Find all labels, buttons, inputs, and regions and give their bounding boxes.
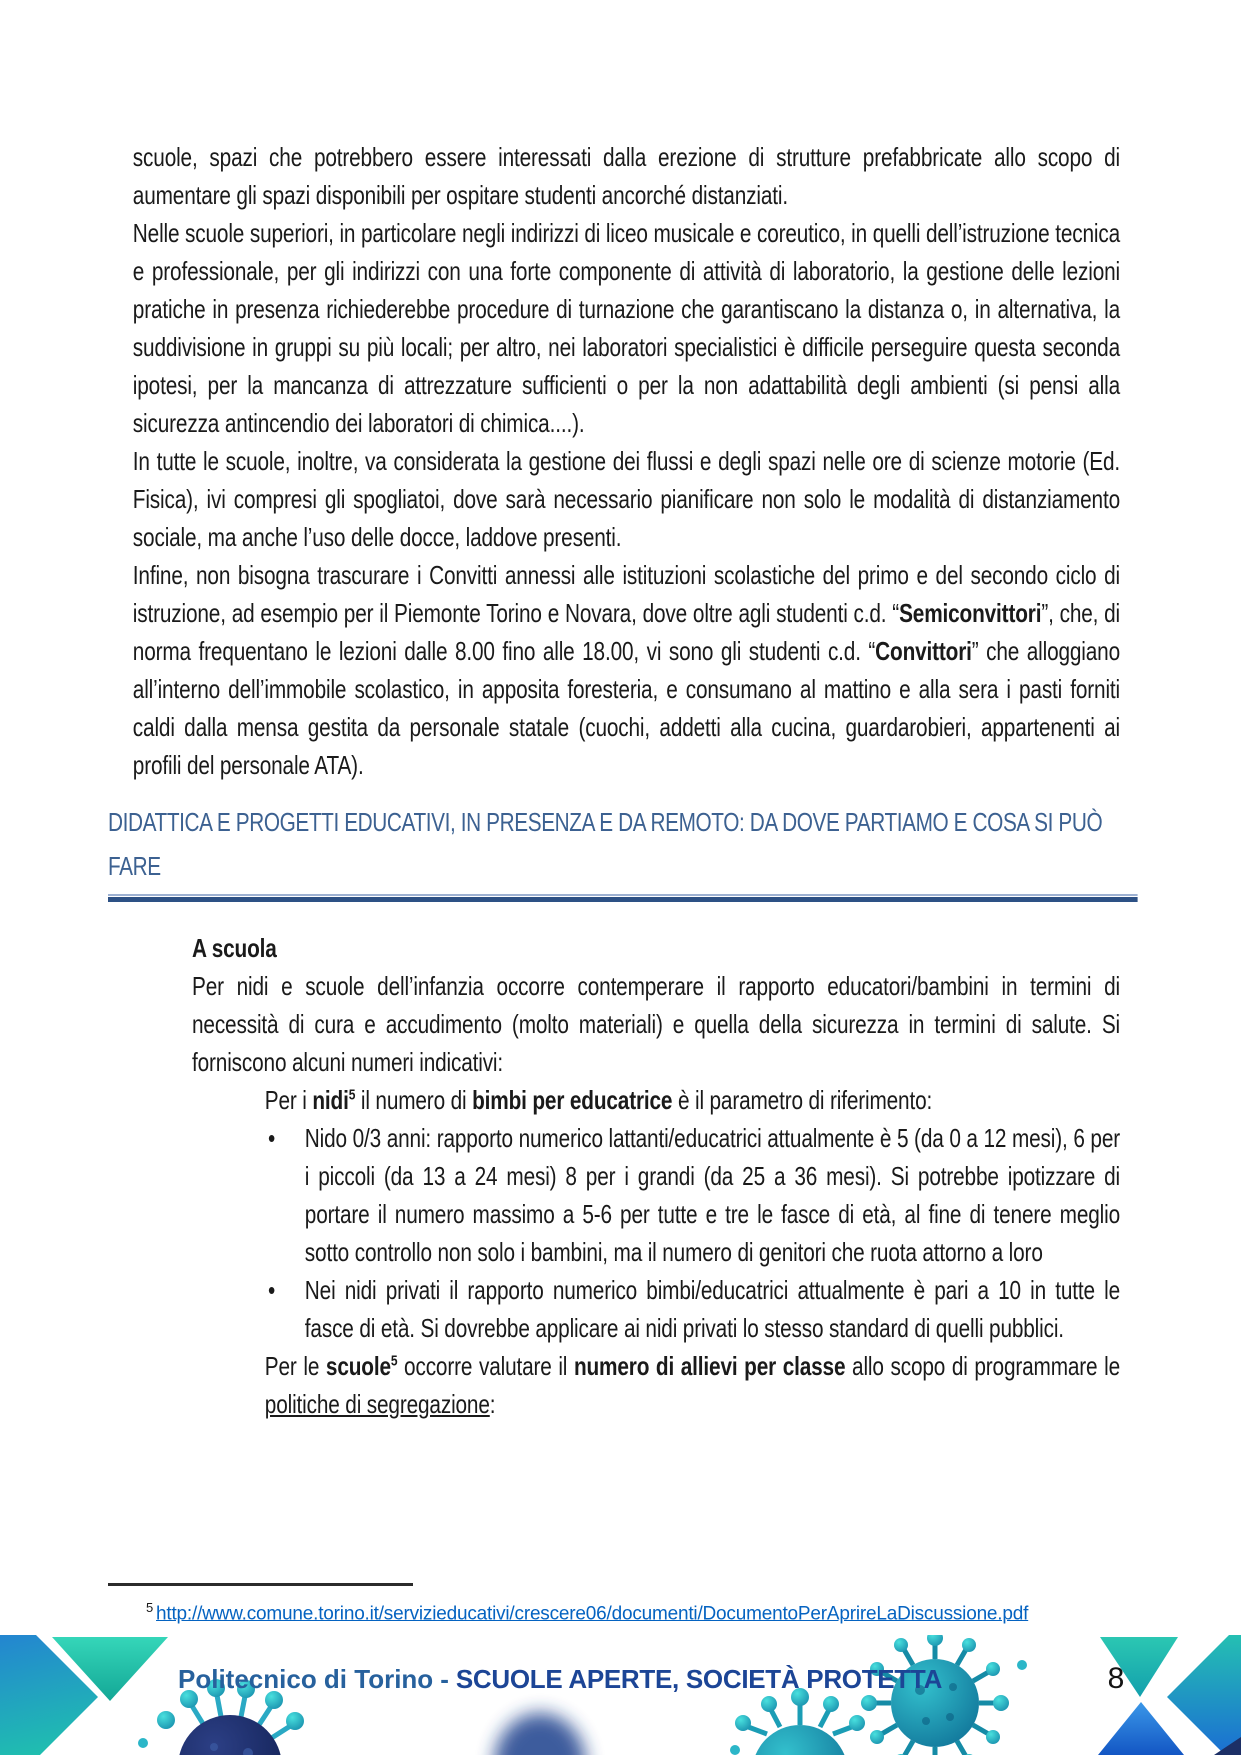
paragraph-run: il numero di bbox=[355, 1085, 473, 1115]
footnote-separator bbox=[108, 1583, 413, 1586]
virus-icon bbox=[861, 1635, 1027, 1755]
bullet-text: Nido 0/3 anni: rapporto numerico lattanti/educatrici attualmente è 5 (da 0 a 12 mesi), 6 per i piccoli (da 13 a 24 mesi) 8 per i grandi (da 25 a 36 mesi). Si potrebbe ipotizzare di portare il numero massimo a 5-6 per tutte e tre le fasce di età, al fine di tenere meglio sotto controllo non solo i bambini, ma il numero di genitori che ruota attorno a loro bbox=[304, 1123, 1120, 1267]
diamond-icon bbox=[1167, 1635, 1241, 1755]
brand-prefix: Politecnico di Torino bbox=[178, 1664, 434, 1694]
paragraph-run: è il parametro di riferimento: bbox=[672, 1085, 933, 1115]
paragraph: In tutte le scuole, inoltre, va considerata la gestione dei flussi e degli spazi nelle ore di scienze motorie (Ed. Fisica), ivi compresi gli spogliatoi, dove sarà necessario pianificare non solo le modalità di distanziamento sociale, ma anche l’uso delle docce, laddove presenti. bbox=[132, 446, 1121, 552]
footnote-marker: 5 bbox=[146, 1600, 154, 1615]
nidi-paragraph bbox=[265, 1081, 1120, 1119]
bullet-list bbox=[108, 1119, 1138, 1347]
bold-run: nidi bbox=[312, 1085, 349, 1115]
paragraph bbox=[133, 556, 1120, 784]
heading-rule bbox=[108, 894, 1138, 902]
paragraph-run: ” che alloggiano all’interno dell’immobile scolastico, in apposita foresteria, e consumano al mattino e alla sera i pasti forniti caldi dalla mensa gestita da personale statale (cuochi, addetti alla cucina, guardarobieri, appartenenti ai profili del personale ATA). bbox=[132, 636, 1121, 780]
content-column bbox=[108, 138, 1138, 1423]
footnote-reference: 5 bbox=[348, 1086, 356, 1104]
triangle-icon bbox=[1098, 1702, 1184, 1755]
heading-rule-light bbox=[108, 894, 1138, 896]
brand-suffix: SCUOLE APERTE, SOCIETÀ PROTETTA bbox=[455, 1664, 943, 1694]
bold-run: numero di allievi per classe bbox=[573, 1351, 846, 1381]
bold-run: bimbi per educatrice bbox=[472, 1085, 673, 1115]
bold-run: Semiconvittori bbox=[899, 598, 1042, 628]
paragraph-run: Per le bbox=[264, 1351, 326, 1381]
paragraph-run: ”, che, di norma frequentano le lezioni dalle 8.00 fino alle 18.00, vi sono gli studenti c.d. “ bbox=[132, 598, 1120, 666]
footer-banner bbox=[0, 1635, 1241, 1755]
bullet-item bbox=[265, 1119, 1120, 1271]
intro-paragraph: Per nidi e scuole dell’infanzia occorre contemperare il rapporto educatori/bambini in termini di necessità di cura e accudimento (molto materiali) e quella della sicurezza in termini di salute. Si forniscono alcuni numeri indicativi: bbox=[192, 971, 1120, 1077]
virus-icon bbox=[730, 1688, 865, 1755]
virus-icon-blurred bbox=[494, 1713, 586, 1755]
bullet-item bbox=[265, 1271, 1120, 1347]
bullet-text: Nei nidi privati il rapporto numerico bimbi/educatrici attualmente è pari a 10 in tutte le fasce di età. Si dovrebbe applicare ai nidi privati lo stesso standard di quelli pubblici. bbox=[304, 1275, 1120, 1343]
footnote-reference: 5 bbox=[390, 1352, 398, 1370]
bold-run: Convittori bbox=[875, 636, 972, 666]
paragraph-run: occorre valutare il bbox=[397, 1351, 574, 1381]
scuole-paragraph bbox=[265, 1347, 1120, 1423]
brand-separator: - bbox=[440, 1664, 449, 1694]
bold-run: scuole bbox=[325, 1351, 391, 1381]
paragraph: scuole, spazi che potrebbero essere interessati dalla erezione di strutture prefabbricate allo scopo di aumentare gli spazi disponibili per ospitare studenti ancorché distanziati. bbox=[132, 142, 1121, 210]
bullet-glyph: • bbox=[268, 1123, 276, 1153]
brand-text bbox=[178, 1664, 942, 1695]
footnote-link[interactable]: http://www.comune.torino.it/servizieducativi/crescere06/documenti/DocumentoPerAprireLaDiscussione.pdf bbox=[156, 1603, 1029, 1625]
subsection-title: A scuola bbox=[192, 933, 277, 963]
paragraph-run: Per i bbox=[264, 1085, 313, 1115]
section-heading: DIDATTICA E PROGETTI EDUCATIVI, IN PRESENZA E DA REMOTO: DA DOVE PARTIAMO E COSA SI PUÒ FARE bbox=[108, 807, 1103, 881]
underlined-run: politiche di segregazione bbox=[264, 1389, 490, 1419]
heading-rule-dark bbox=[108, 897, 1138, 902]
page-number: 8 bbox=[1107, 1662, 1125, 1695]
footer-decoration bbox=[0, 1635, 1241, 1755]
paragraph-run: allo scopo di programmare le bbox=[845, 1351, 1121, 1381]
bullet-glyph: • bbox=[268, 1275, 276, 1305]
paragraph-run: : bbox=[489, 1389, 496, 1419]
footnote bbox=[146, 1600, 1028, 1625]
paragraph-run: Infine, non bisogna trascurare i Convitti annessi alle istituzioni scolastiche del primo e del secondo ciclo di istruzione, ad esempio per il Piemonte Torino e Novara, dove oltre agli studenti c.d. “ bbox=[132, 560, 1121, 628]
paragraph: Nelle scuole superiori, in particolare negli indirizzi di liceo musicale e coreutico, in quelli dell’istruzione tecnica e professionale, per gli indirizzi con una forte componente di attività di laboratorio, la gestione delle lezioni pratiche in presenza richiederebbe procedure di turnazione che garantiscano la distanza o, in alternativa, la suddivisione in gruppi su più locali; per altro, nei laboratori specialistici è difficile perseguire questa seconda ipotesi, per la mancanza di attrezzature sufficienti o per la non adattabilità degli ambienti (si pensi alla sicurezza antincendio dei laboratori di chimica....). bbox=[132, 218, 1121, 438]
